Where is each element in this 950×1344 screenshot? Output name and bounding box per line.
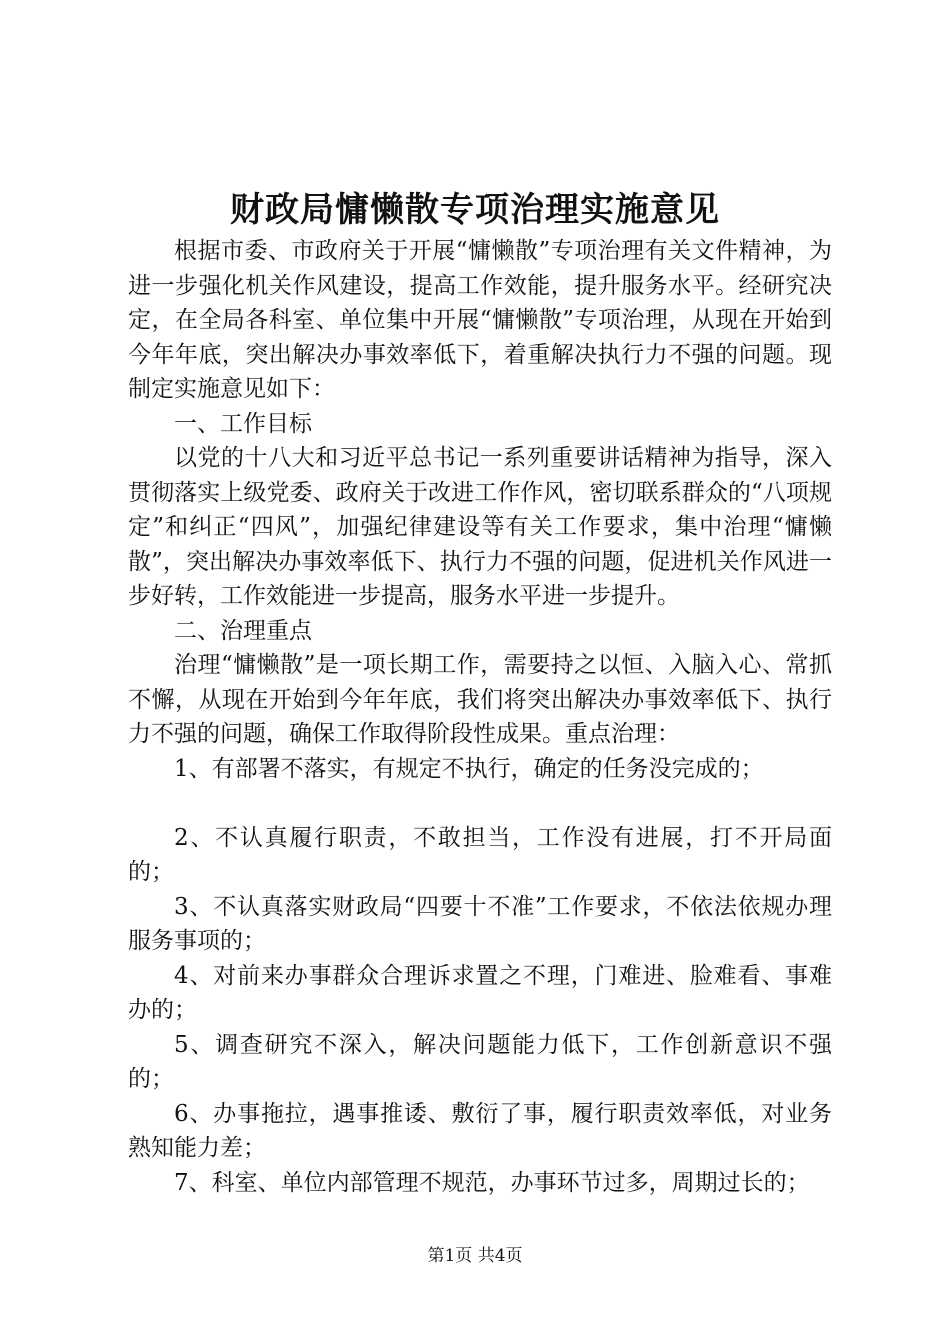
focus-paragraph: 治理“慵懒散”是一项长期工作，需要持之以恒、入脑入心、常抓不懈，从现在开始到今年年底，我们将突出解决办事效率低下、执行力不强的问题，确保工作取得阶段性成果。重点治理： (128, 652, 832, 747)
document-body (128, 234, 832, 1200)
intro-paragraph: 根据市委、市政府关于开展“慵懒散”专项治理有关文件精神，为进一步强化机关作风建设，提高工作效能，提升服务水平。经研究决定，在全局各科室、单位集中开展“慵懒散”专项治理，从现在开始到今年年底，突出解决办事效率低下，着重解决执行力不强的问题。现制定实施意见如下： (128, 238, 832, 402)
list-item: 1、有部署不落实，有规定不执行，确定的任务没完成的； (174, 755, 764, 782)
list-item: 5、调查研究不深入，解决问题能力低下，工作创新意识不强的； (128, 1031, 832, 1092)
list-item: 4、对前来办事群众合理诉求置之不理，门难进、脸难看、事难办的； (128, 962, 832, 1023)
section-heading-goals: 一、工作目标 (174, 410, 312, 437)
blank-line (128, 786, 832, 821)
document-title: 财政局慵懒散专项治理实施意见 (230, 190, 720, 230)
list-item: 3、不认真落实财政局“四要十不准”工作要求，不依法依规办理服务事项的； (128, 893, 832, 954)
section-heading-focus: 二、治理重点 (174, 617, 312, 644)
list-item: 7、科室、单位内部管理不规范，办事环节过多，周期过长的； (174, 1169, 810, 1196)
list-item: 2、不认真履行职责，不敢担当，工作没有进展，打不开局面的； (128, 824, 832, 885)
page-footer: 第1页 共4页 (427, 1246, 523, 1266)
goals-paragraph: 以党的十八大和习近平总书记一系列重要讲话精神为指导，深入贯彻落实上级党委、政府关于改进工作作风，密切联系群众的“八项规定”和纠正“四风”，加强纪律建设等有关工作要求，集中治理“慵懒散”，突出解决办事效率低下、执行力不强的问题，促进机关作风进一步好转，工作效能进一步提高，服务水平进一步提升。 (128, 445, 832, 609)
list-item: 6、办事拖拉，遇事推诿、敷衍了事，履行职责效率低，对业务熟知能力差； (128, 1100, 832, 1161)
